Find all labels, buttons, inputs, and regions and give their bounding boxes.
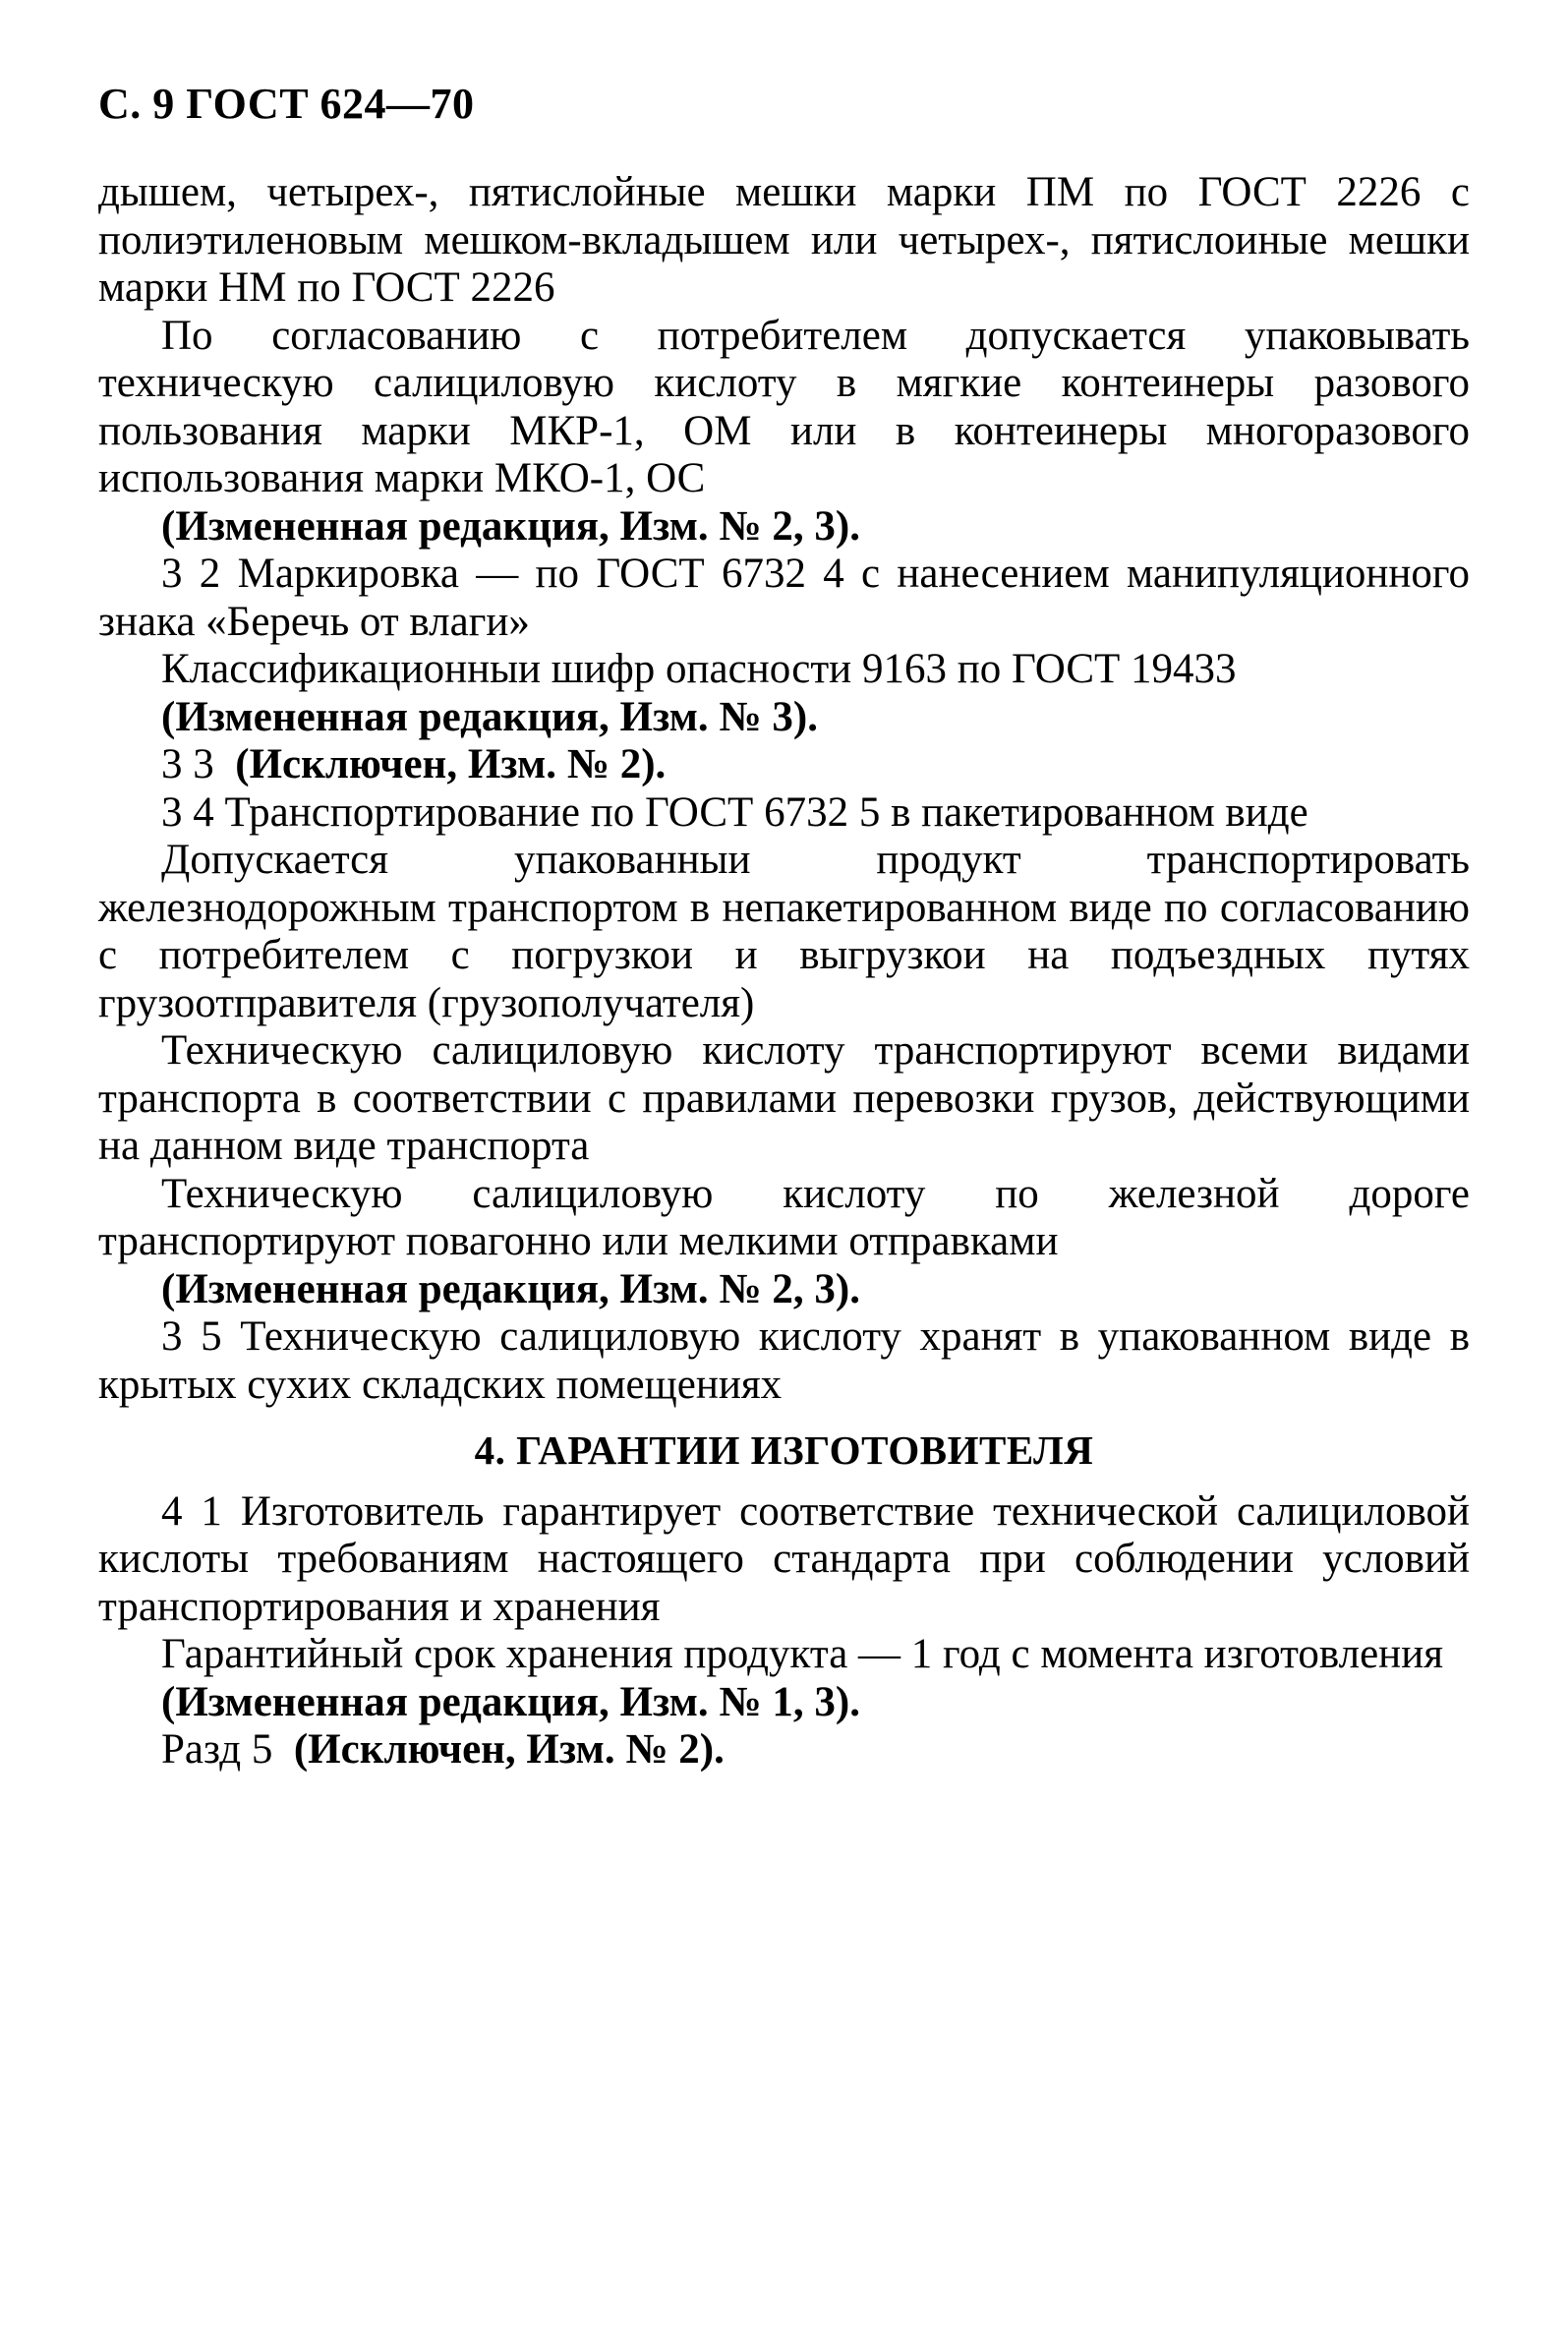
paragraph: Техническую салициловую кислоту по железной дороге транспортируют повагонно или мелкими отправками: [98, 1170, 1470, 1264]
paragraph: Техническую салициловую кислоту транспортируют всеми видами транспорта в соответствии с правилами перевозки грузов, действующими на данном виде транспорта: [98, 1027, 1470, 1169]
clause-3-4: 3 4 Транспортирование по ГОСТ 6732 5 в пакетированном виде: [161, 788, 1308, 836]
amendment-note: (Исключен, Изм. № 2).: [293, 1726, 725, 1773]
clause-3-3: [98, 741, 1470, 789]
amendment-note: (Измененная редакция, Изм. № 3).: [161, 693, 818, 740]
document-body: [98, 169, 1470, 1775]
paragraph: дышем, четырех-, пятислойные мешки марки ПМ по ГОСТ 2226 с полиэтиленовым мешком-вкладышем или четырех-, пятислоиные мешки марки НМ по ГОСТ 2226: [98, 169, 1470, 311]
clause-number: 3 3: [161, 741, 214, 787]
page-header: С. 9 ГОСТ 624—70: [98, 80, 475, 128]
section-number: Разд 5: [161, 1726, 273, 1773]
amendment-note: (Измененная редакция, Изм. № 2, 3).: [161, 502, 860, 550]
amendment-note: (Измененная редакция, Изм. № 1, 3).: [161, 1678, 860, 1725]
paragraph: Гарантийный срок хранения продукта — 1 год с момента изготовления: [161, 1631, 1443, 1677]
section-5-note: [98, 1726, 1470, 1775]
paragraph: Допускается упакованныи продукт транспортировать железнодорожным транспортом в непакетированном виде по согласованию с потребителем с погрузкои и выгрузкои на подъездных путях грузоотправителя (грузополучателя): [98, 837, 1470, 1026]
paragraph: Классификационныи шифр опасности 9163 по ГОСТ 19433: [161, 646, 1237, 692]
clause-3-5: 3 5 Техническую салициловую кислоту хранят в упакованном виде в крытых сухих складских помещениях: [98, 1313, 1470, 1408]
amendment-note: (Исключен, Изм. № 2).: [235, 741, 667, 787]
clause-3-2: 3 2 Маркировка — по ГОСТ 6732 4 с нанесением манипуляционного знака «Беречь от влаги»: [98, 551, 1470, 645]
section-title: 4. ГАРАНТИИ ИЗГОТОВИТЕЛЯ: [474, 1427, 1094, 1473]
clause-4-1: 4 1 Изготовитель гарантирует соответствие технической салициловой кислоты требованиям настоящего стандарта при соблюдении условий транспортирования и хранения: [98, 1487, 1470, 1630]
amendment-note: (Измененная редакция, Изм. № 2, 3).: [161, 1265, 860, 1312]
paragraph: По согласованию с потребителем допускается упаковывать техническую салициловую кислоту в мягкие контеинеры разового пользования марки МКР-1, ОМ или в контеинеры многоразового использования марки МКО-1, ОС: [98, 312, 1470, 501]
